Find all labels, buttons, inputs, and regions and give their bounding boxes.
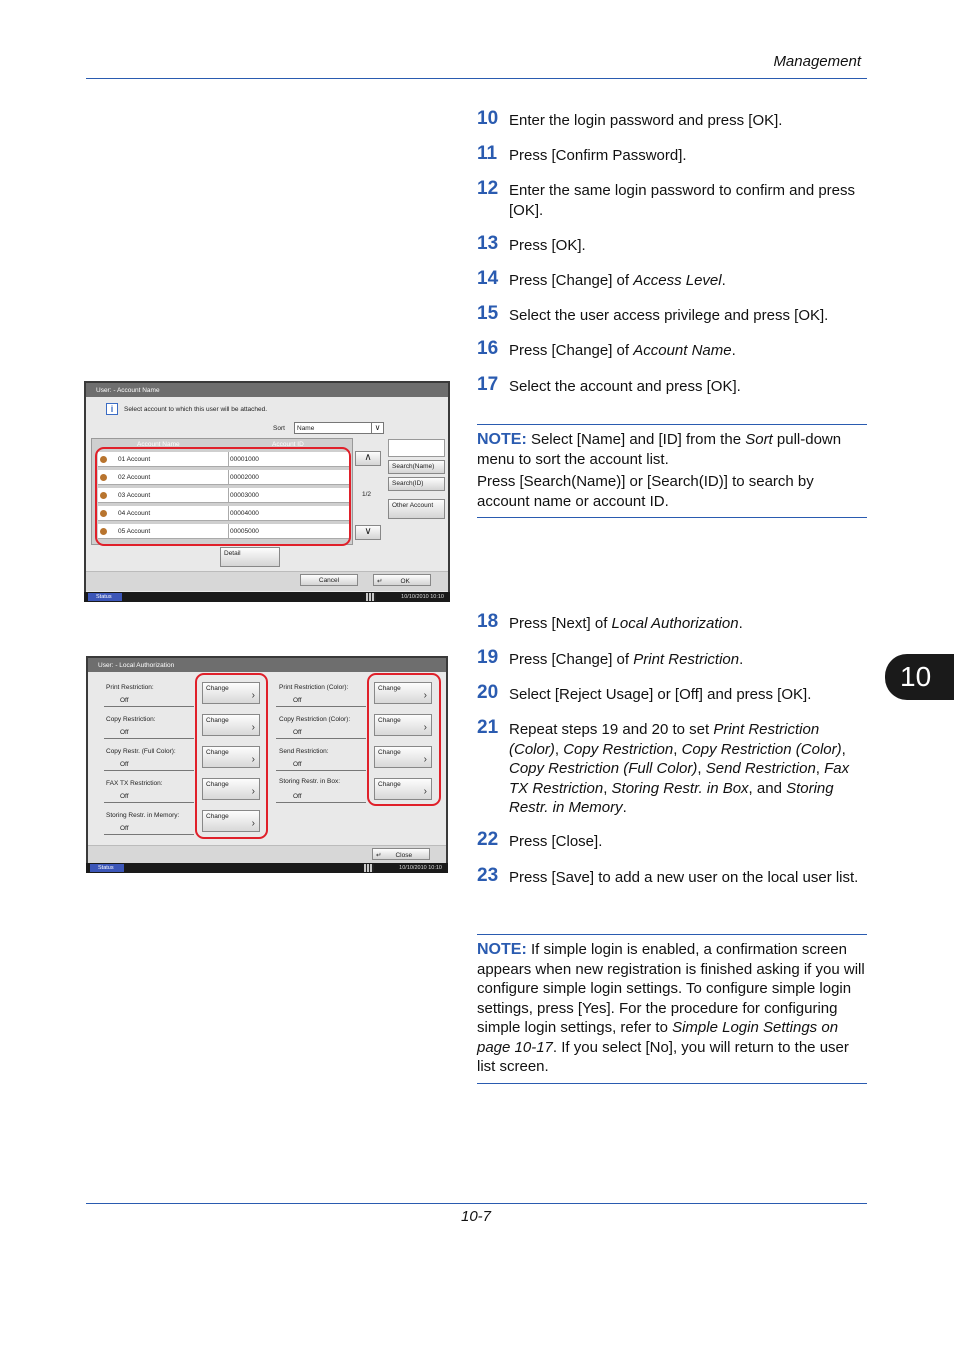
step-17: 17 Select the account and press [OK]. bbox=[477, 374, 741, 395]
step-19: 19 Press [Change] of Print Restriction. bbox=[477, 647, 744, 668]
other-account-button[interactable]: Other Account bbox=[388, 499, 445, 519]
copy-restriction-change-button[interactable]: Change › bbox=[202, 714, 260, 736]
step-12: 12 Enter the same login password to confirm and press [OK]. bbox=[477, 178, 856, 219]
print-color-change-button[interactable]: Change › bbox=[374, 682, 432, 704]
chevron-right-icon: › bbox=[251, 690, 255, 701]
chevron-right-icon: › bbox=[251, 754, 255, 765]
fax-tx-restriction-change-button[interactable]: Change › bbox=[202, 778, 260, 800]
step-23: 23 Press [Save] to add a new user on the local user list. bbox=[477, 865, 859, 886]
highlight-left-change-buttons bbox=[195, 673, 268, 839]
print-restriction-change-button[interactable]: Change › bbox=[202, 682, 260, 704]
step-15: 15 Select the user access privilege and press [OK]. bbox=[477, 303, 829, 324]
copy-restriction-label: Copy Restriction: bbox=[106, 716, 156, 723]
close-button[interactable]: ↵ Close bbox=[372, 848, 430, 860]
table-row[interactable]: 02 Account 00002000 bbox=[98, 470, 351, 485]
table-row[interactable]: 03 Account 00003000 bbox=[98, 488, 351, 503]
print-color-value: Off bbox=[293, 697, 302, 704]
status-time: 10/10/2010 10:10 bbox=[399, 865, 442, 871]
step-20: 20 Select [Reject Usage] or [Off] and press [OK]. bbox=[477, 682, 812, 703]
table-row[interactable]: 01 Account 00001000 bbox=[98, 452, 351, 467]
running-header: Management bbox=[773, 53, 861, 70]
chevron-right-icon: › bbox=[423, 786, 427, 797]
table-row[interactable]: 05 Account 00005000 bbox=[98, 524, 351, 539]
status-button[interactable]: Status bbox=[88, 593, 122, 601]
copy-color-change-button[interactable]: Change › bbox=[374, 714, 432, 736]
chevron-right-icon: › bbox=[423, 754, 427, 765]
send-restriction-label: Send Restriction: bbox=[279, 748, 329, 755]
page-indicator: 1/2 bbox=[362, 491, 372, 498]
print-restriction-value: Off bbox=[120, 697, 129, 704]
storing-memory-value: Off bbox=[120, 825, 129, 832]
screen-account-name bbox=[84, 381, 450, 602]
chevron-right-icon: › bbox=[251, 722, 255, 733]
scroll-up-button[interactable]: ∧ bbox=[355, 451, 381, 466]
chevron-right-icon: › bbox=[423, 722, 427, 733]
sort-value: Name bbox=[297, 425, 315, 432]
highlight-right-change-buttons bbox=[367, 673, 441, 806]
step-21: 21 Repeat steps 19 and 20 to set Print Restriction (Color), Copy Restriction, Copy Restriction (Color), Copy Restriction (Full Color), Send Restriction, Fax TX Restriction, Storing Restr. in Box, and Storing Restr. in Memory. bbox=[477, 717, 850, 816]
cancel-button[interactable]: Cancel bbox=[300, 574, 358, 586]
sort-dropdown[interactable] bbox=[294, 422, 384, 434]
step-18: 18 Press [Next] of Local Authorization. bbox=[477, 611, 743, 632]
sort-label: Sort bbox=[273, 425, 285, 432]
ok-button[interactable]: ↵ OK bbox=[373, 574, 431, 586]
enter-icon: ↵ bbox=[377, 578, 383, 585]
search-box[interactable] bbox=[388, 439, 445, 457]
print-color-label: Print Restriction (Color): bbox=[279, 684, 349, 691]
col-account-id: Account ID bbox=[272, 441, 304, 448]
copy-color-label: Copy Restriction (Color): bbox=[279, 716, 351, 723]
storing-box-change-button[interactable]: Change › bbox=[374, 778, 432, 800]
note-sort: NOTE: Select [Name] and [ID] from the Sort pull-down menu to sort the account list. Press [Search(Name)] or [Search(ID)] to search by account name or account ID. bbox=[477, 424, 867, 518]
toner-icon bbox=[366, 593, 376, 601]
fax-tx-restriction-value: Off bbox=[120, 793, 129, 800]
print-restriction-label: Print Restriction: bbox=[106, 684, 154, 691]
chevron-down-icon: ∨ bbox=[371, 423, 383, 433]
chevron-right-icon: › bbox=[251, 786, 255, 797]
screen-title: User: - Local Authorization bbox=[88, 658, 446, 672]
enter-icon: ↵ bbox=[376, 852, 382, 859]
step-14: 14 Press [Change] of Access Level. bbox=[477, 268, 726, 289]
status-bar bbox=[84, 592, 450, 602]
status-time: 10/10/2010 10:10 bbox=[401, 594, 444, 600]
screen-title: User: - Account Name bbox=[86, 383, 448, 397]
chapter-tab: 10 bbox=[885, 654, 954, 700]
step-11: 11 Press [Confirm Password]. bbox=[477, 143, 687, 164]
storing-box-value: Off bbox=[293, 793, 302, 800]
step-10: 10 Enter the login password and press [OK]. bbox=[477, 108, 783, 129]
status-button[interactable]: Status bbox=[90, 864, 124, 872]
fax-tx-restriction-label: FAX TX Restriction: bbox=[106, 780, 163, 787]
chevron-right-icon: › bbox=[251, 818, 255, 829]
storing-box-label: Storing Restr. in Box: bbox=[279, 778, 341, 785]
col-account-name: Account Name bbox=[137, 441, 180, 448]
copy-full-color-value: Off bbox=[120, 761, 129, 768]
search-id-button[interactable]: Search(ID) bbox=[388, 477, 445, 491]
info-icon: i bbox=[106, 403, 118, 415]
step-16: 16 Press [Change] of Account Name. bbox=[477, 338, 736, 359]
step-13: 13 Press [OK]. bbox=[477, 233, 586, 254]
status-bar bbox=[86, 863, 448, 873]
copy-full-color-change-button[interactable]: Change › bbox=[202, 746, 260, 768]
storing-memory-label: Storing Restr. in Memory: bbox=[106, 812, 180, 819]
copy-full-color-label: Copy Restr. (Full Color): bbox=[106, 748, 176, 755]
detail-button[interactable]: Detail bbox=[220, 547, 280, 567]
storing-memory-change-button[interactable]: Change › bbox=[202, 810, 260, 832]
send-restriction-change-button[interactable]: Change › bbox=[374, 746, 432, 768]
highlight-rows bbox=[95, 447, 351, 546]
scroll-down-button[interactable]: ∨ bbox=[355, 525, 381, 540]
copy-restriction-value: Off bbox=[120, 729, 129, 736]
send-restriction-value: Off bbox=[293, 761, 302, 768]
table-row[interactable]: 04 Account 00004000 bbox=[98, 506, 351, 521]
screen-local-authorization bbox=[86, 656, 448, 873]
header-rule bbox=[86, 78, 867, 79]
toner-icon bbox=[364, 864, 374, 872]
note-simple-login: NOTE: If simple login is enabled, a confirmation screen appears when new registration is finished asking if you will configure simple login settings. To configure simple login settings, press [Yes]. For the procedure for configuring simple login settings, refer to Simple Login Settings on page 10-17. If you select [No], you will return to the user list screen. bbox=[477, 934, 867, 1084]
step-22: 22 Press [Close]. bbox=[477, 829, 603, 850]
footer-rule bbox=[86, 1203, 867, 1204]
page-number: 10-7 bbox=[461, 1208, 492, 1225]
search-name-button[interactable]: Search(Name) bbox=[388, 460, 445, 474]
copy-color-value: Off bbox=[293, 729, 302, 736]
chevron-right-icon: › bbox=[423, 690, 427, 701]
info-message: Select account to which this user will be attached. bbox=[124, 406, 268, 413]
